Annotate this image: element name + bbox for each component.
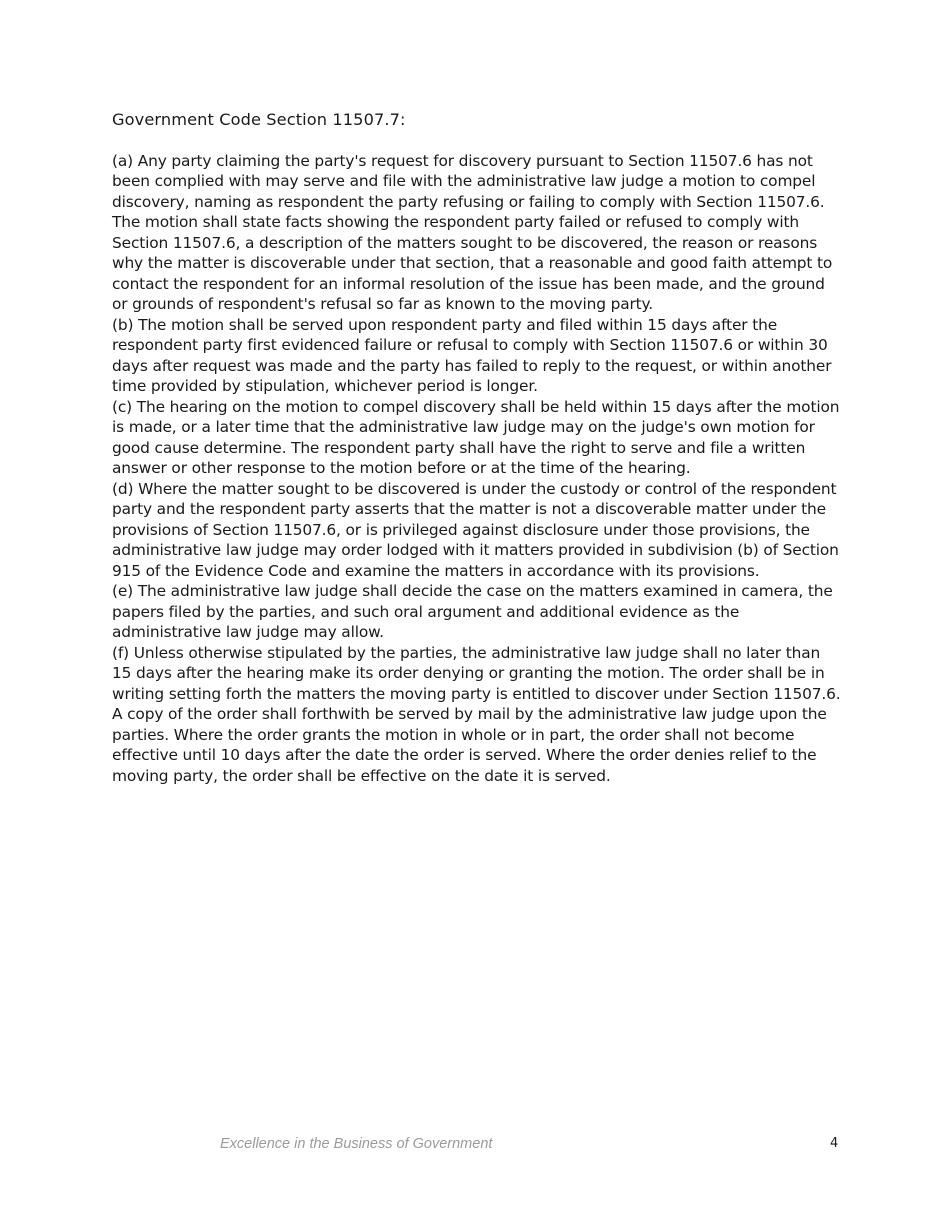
footer-tagline: Excellence in the Business of Government (220, 1136, 493, 1152)
paragraph-a: (a) Any party claiming the party's request for discovery pursuant to Section 11507.6 has not been complied with may serve and file with the administrative law judge a motion to compel discovery, naming as respondent the party refusing or failing to comply with Section 11507.6. The motion shall state facts showing the respondent party failed or refused to comply with Section 11507.6, a description of the matters sought to be discovered, the reason or reasons why the matter is discoverable under that section, that a reasonable and good faith attempt to contact the respondent for an informal resolution of the issue has been made, and the ground or grounds of respondent's refusal so far as known to the moving party. (112, 151, 833, 313)
paragraph-f: (f) Unless otherwise stipulated by the parties, the administrative law judge shall no later than 15 days after the hearing make its order denying or granting the motion. The order shall be in writing setting forth the matters the moving party is entitled to discover under Section 11507.6. A copy of the order shall forthwith be served by mail by the administrative law judge upon the parties. Where the order grants the motion in whole or in part, the order shall not become effective until 10 days after the date the order is served. Where the order denies relief to the moving party, the order shall be effective on the date it is served. (112, 643, 841, 785)
paragraph-e: (e) The administrative law judge shall decide the case on the matters examined in camera, the papers filed by the parties, and such oral argument and additional evidence as the administrative law judge may allow. (112, 582, 833, 641)
document-body (112, 110, 842, 786)
paragraph-c: (c) The hearing on the motion to compel discovery shall be held within 15 days after the motion is made, or a later time that the administrative law judge may on the judge's own motion for good cause determine. The respondent party shall have the right to serve and file a written answer or other response to the motion before or at the time of the hearing. (112, 397, 840, 477)
paragraph-b: (b) The motion shall be served upon respondent party and filed within 15 days after the respondent party first evidenced failure or refusal to comply with Section 11507.6 or within 30 days after request was made and the party has failed to reply to the request, or within another time provided by stipulation, whichever period is longer. (112, 315, 832, 395)
page-number: 4 (830, 1136, 839, 1151)
section-heading: Government Code Section 11507.7: (112, 110, 406, 129)
paragraph-d: (d) Where the matter sought to be discovered is under the custody or control of the respondent party and the respondent party asserts that the matter is not a discoverable matter under the provisions of Section 11507.6, or is privileged against disclosure under those provisions, the administrative law judge may order lodged with it matters provided in subdivision (b) of Section 915 of the Evidence Code and examine the matters in accordance with its provisions. (112, 479, 839, 580)
